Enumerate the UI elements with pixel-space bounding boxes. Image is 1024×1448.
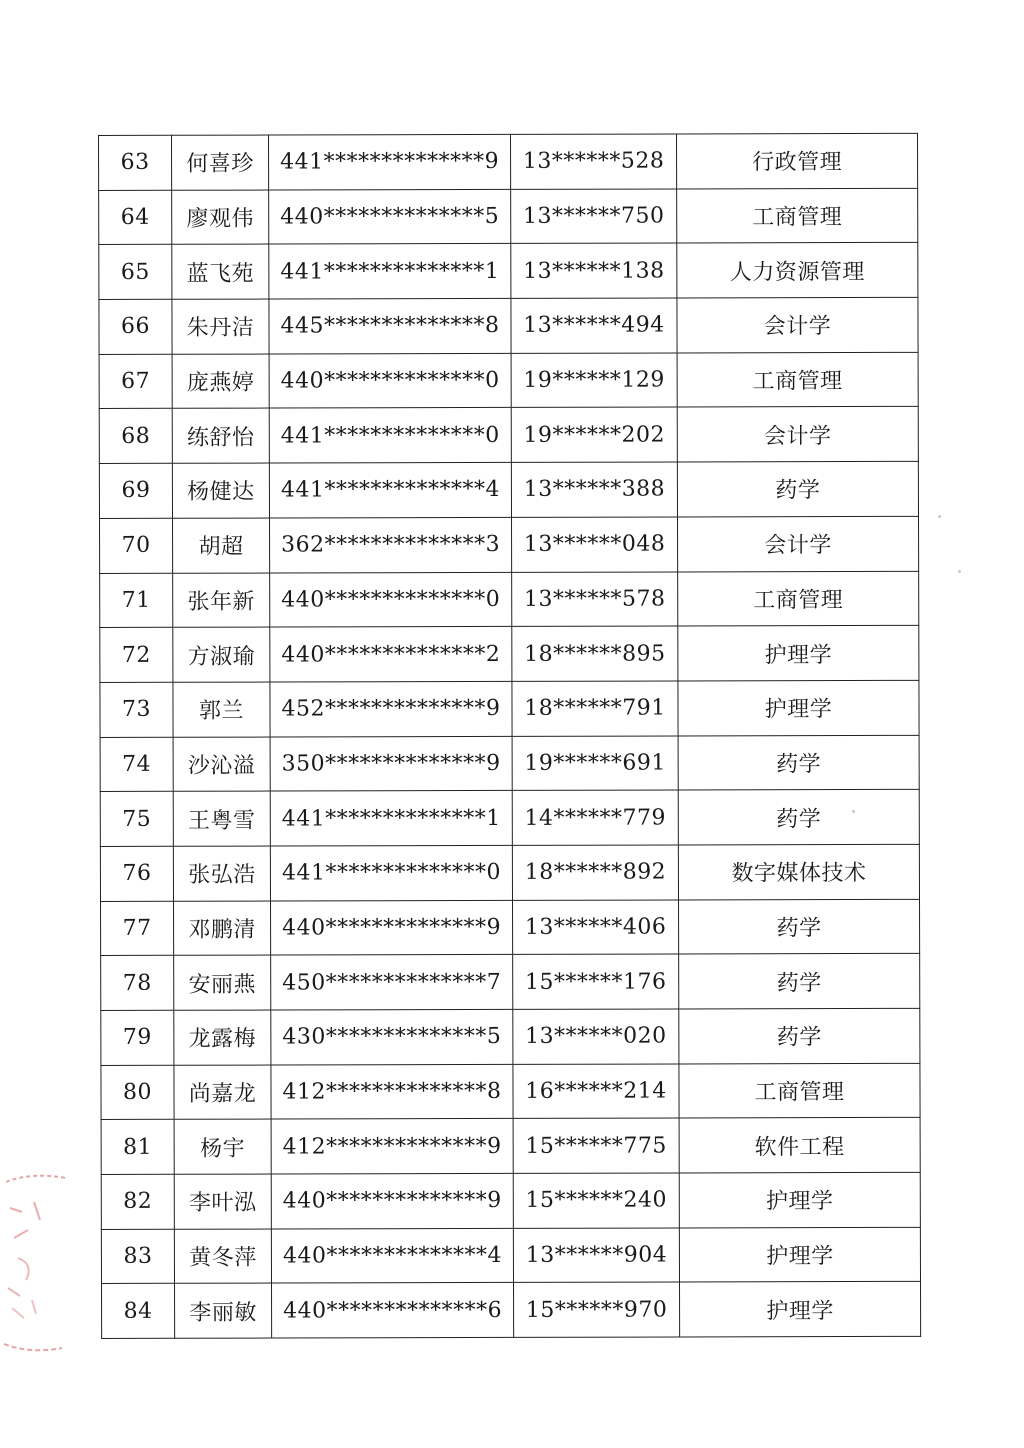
id-number-cell: 441**************9 xyxy=(269,134,511,189)
name-cell: 练舒怡 xyxy=(172,408,269,463)
serial-number-cell: 76 xyxy=(100,846,173,901)
id-number-cell: 441**************1 xyxy=(269,244,511,299)
name-cell: 张弘浩 xyxy=(173,846,270,901)
table-row xyxy=(99,352,918,409)
phone-cell: 19******129 xyxy=(511,353,677,408)
table-row xyxy=(101,899,920,956)
serial-number-cell: 72 xyxy=(100,627,173,682)
phone-cell: 16******214 xyxy=(513,1064,679,1119)
phone-cell: 13******750 xyxy=(511,189,677,244)
major-cell: 人力资源管理 xyxy=(677,243,918,298)
id-number-cell: 440**************9 xyxy=(271,900,513,955)
table-row xyxy=(100,571,919,628)
roster-table xyxy=(98,133,921,1339)
id-number-cell: 440**************0 xyxy=(269,353,511,408)
name-cell: 邓鹏清 xyxy=(174,901,271,956)
seal-stamp-fragment xyxy=(0,1168,70,1358)
table-row xyxy=(99,407,918,464)
major-cell: 护理学 xyxy=(678,680,919,735)
phone-cell: 15******970 xyxy=(514,1282,680,1337)
major-cell: 会计学 xyxy=(677,407,918,462)
serial-number-cell: 77 xyxy=(101,901,174,956)
id-number-cell: 412**************9 xyxy=(271,1119,513,1174)
name-cell: 廖观伟 xyxy=(172,190,269,245)
table-row xyxy=(100,790,919,847)
table-row xyxy=(100,626,919,683)
name-cell: 黄冬萍 xyxy=(174,1229,271,1284)
name-cell: 胡超 xyxy=(173,518,270,573)
phone-cell: 19******202 xyxy=(511,407,677,462)
serial-number-cell: 81 xyxy=(101,1120,174,1175)
table-row xyxy=(101,1008,920,1065)
table-row xyxy=(100,735,919,792)
major-cell: 药学 xyxy=(678,790,919,845)
major-cell: 会计学 xyxy=(678,516,919,571)
scan-speck xyxy=(938,515,941,518)
id-number-cell: 440**************5 xyxy=(269,189,511,244)
serial-number-cell: 71 xyxy=(100,573,173,628)
name-cell: 杨健达 xyxy=(172,463,269,518)
name-cell: 方淑瑜 xyxy=(173,627,270,682)
serial-number-cell: 68 xyxy=(99,409,172,464)
phone-cell: 13******388 xyxy=(511,462,677,517)
phone-cell: 13******578 xyxy=(512,571,678,626)
id-number-cell: 452**************9 xyxy=(270,681,512,736)
table-row xyxy=(99,133,918,190)
phone-cell: 14******779 xyxy=(512,790,678,845)
serial-number-cell: 83 xyxy=(101,1229,174,1284)
name-cell: 杨宇 xyxy=(174,1119,271,1174)
major-cell: 行政管理 xyxy=(676,133,917,188)
name-cell: 尚嘉龙 xyxy=(174,1065,271,1120)
major-cell: 护理学 xyxy=(679,1172,920,1227)
name-cell: 郭兰 xyxy=(173,682,270,737)
table-row xyxy=(99,243,918,300)
id-number-cell: 440**************2 xyxy=(270,627,512,682)
id-number-cell: 430**************5 xyxy=(271,1009,513,1064)
phone-cell: 13******494 xyxy=(511,298,677,353)
major-cell: 工商管理 xyxy=(678,571,919,626)
id-number-cell: 441**************1 xyxy=(270,791,512,846)
major-cell: 会计学 xyxy=(677,297,918,352)
serial-number-cell: 78 xyxy=(101,956,174,1011)
name-cell: 庞燕婷 xyxy=(172,354,269,409)
id-number-cell: 362**************3 xyxy=(270,517,512,572)
id-number-cell: 441**************4 xyxy=(269,463,511,518)
table-row xyxy=(101,1063,920,1120)
major-cell: 药学 xyxy=(679,954,920,1009)
major-cell: 药学 xyxy=(678,735,919,790)
phone-cell: 13******406 xyxy=(513,900,679,955)
id-number-cell: 440**************4 xyxy=(271,1228,513,1283)
major-cell: 药学 xyxy=(677,461,918,516)
table-row xyxy=(100,844,919,901)
serial-number-cell: 67 xyxy=(99,354,172,409)
name-cell: 何喜珍 xyxy=(172,135,269,190)
roster-table-body xyxy=(99,133,921,1338)
table-row xyxy=(100,516,919,573)
id-number-cell: 441**************0 xyxy=(270,845,512,900)
name-cell: 蓝飞苑 xyxy=(172,244,269,299)
phone-cell: 13******020 xyxy=(513,1009,679,1064)
major-cell: 护理学 xyxy=(678,626,919,681)
phone-cell: 18******895 xyxy=(512,626,678,681)
serial-number-cell: 66 xyxy=(99,299,172,354)
phone-cell: 18******791 xyxy=(512,681,678,736)
id-number-cell: 441**************0 xyxy=(269,408,511,463)
table-row xyxy=(99,188,918,245)
name-cell: 沙沁溢 xyxy=(173,737,270,792)
major-cell: 软件工程 xyxy=(679,1118,920,1173)
phone-cell: 13******528 xyxy=(510,134,676,189)
phone-cell: 19******691 xyxy=(512,736,678,791)
table-row xyxy=(99,297,918,354)
table-row xyxy=(101,1227,920,1284)
id-number-cell: 350**************9 xyxy=(270,736,512,791)
serial-number-cell: 73 xyxy=(100,682,173,737)
table-row xyxy=(99,461,918,518)
id-number-cell: 440**************9 xyxy=(271,1173,513,1228)
serial-number-cell: 63 xyxy=(99,135,172,190)
phone-cell: 13******904 xyxy=(513,1228,679,1283)
id-number-cell: 440**************6 xyxy=(272,1283,514,1338)
serial-number-cell: 82 xyxy=(101,1174,174,1229)
serial-number-cell: 69 xyxy=(99,463,172,518)
serial-number-cell: 70 xyxy=(100,518,173,573)
table-row xyxy=(101,954,920,1011)
phone-cell: 13******048 xyxy=(512,517,678,572)
name-cell: 安丽燕 xyxy=(174,955,271,1010)
name-cell: 张年新 xyxy=(173,573,270,628)
table-row xyxy=(101,1172,920,1229)
name-cell: 李叶泓 xyxy=(174,1174,271,1229)
scan-speck xyxy=(852,810,855,813)
major-cell: 数字媒体技术 xyxy=(678,844,919,899)
table-row xyxy=(101,1118,920,1175)
table-row xyxy=(102,1282,921,1339)
id-number-cell: 440**************0 xyxy=(270,572,512,627)
id-number-cell: 412**************8 xyxy=(271,1064,513,1119)
serial-number-cell: 74 xyxy=(100,737,173,792)
major-cell: 护理学 xyxy=(679,1227,920,1282)
id-number-cell: 445**************8 xyxy=(269,298,511,353)
name-cell: 王粤雪 xyxy=(173,791,270,846)
name-cell: 龙露梅 xyxy=(174,1010,271,1065)
scan-speck xyxy=(958,570,961,573)
major-cell: 工商管理 xyxy=(677,188,918,243)
major-cell: 药学 xyxy=(679,1008,920,1063)
name-cell: 李丽敏 xyxy=(175,1283,272,1338)
phone-cell: 15******775 xyxy=(513,1118,679,1173)
table-row xyxy=(100,680,919,737)
major-cell: 护理学 xyxy=(680,1282,921,1337)
name-cell: 朱丹洁 xyxy=(172,299,269,354)
serial-number-cell: 64 xyxy=(99,190,172,245)
serial-number-cell: 84 xyxy=(102,1284,175,1339)
major-cell: 工商管理 xyxy=(677,352,918,407)
major-cell: 工商管理 xyxy=(679,1063,920,1118)
phone-cell: 15******240 xyxy=(513,1173,679,1228)
serial-number-cell: 80 xyxy=(101,1065,174,1120)
serial-number-cell: 75 xyxy=(100,792,173,847)
phone-cell: 18******892 xyxy=(512,845,678,900)
major-cell: 药学 xyxy=(679,899,920,954)
serial-number-cell: 65 xyxy=(99,245,172,300)
id-number-cell: 450**************7 xyxy=(271,955,513,1010)
phone-cell: 13******138 xyxy=(511,243,677,298)
serial-number-cell: 79 xyxy=(101,1010,174,1065)
phone-cell: 15******176 xyxy=(513,954,679,1009)
